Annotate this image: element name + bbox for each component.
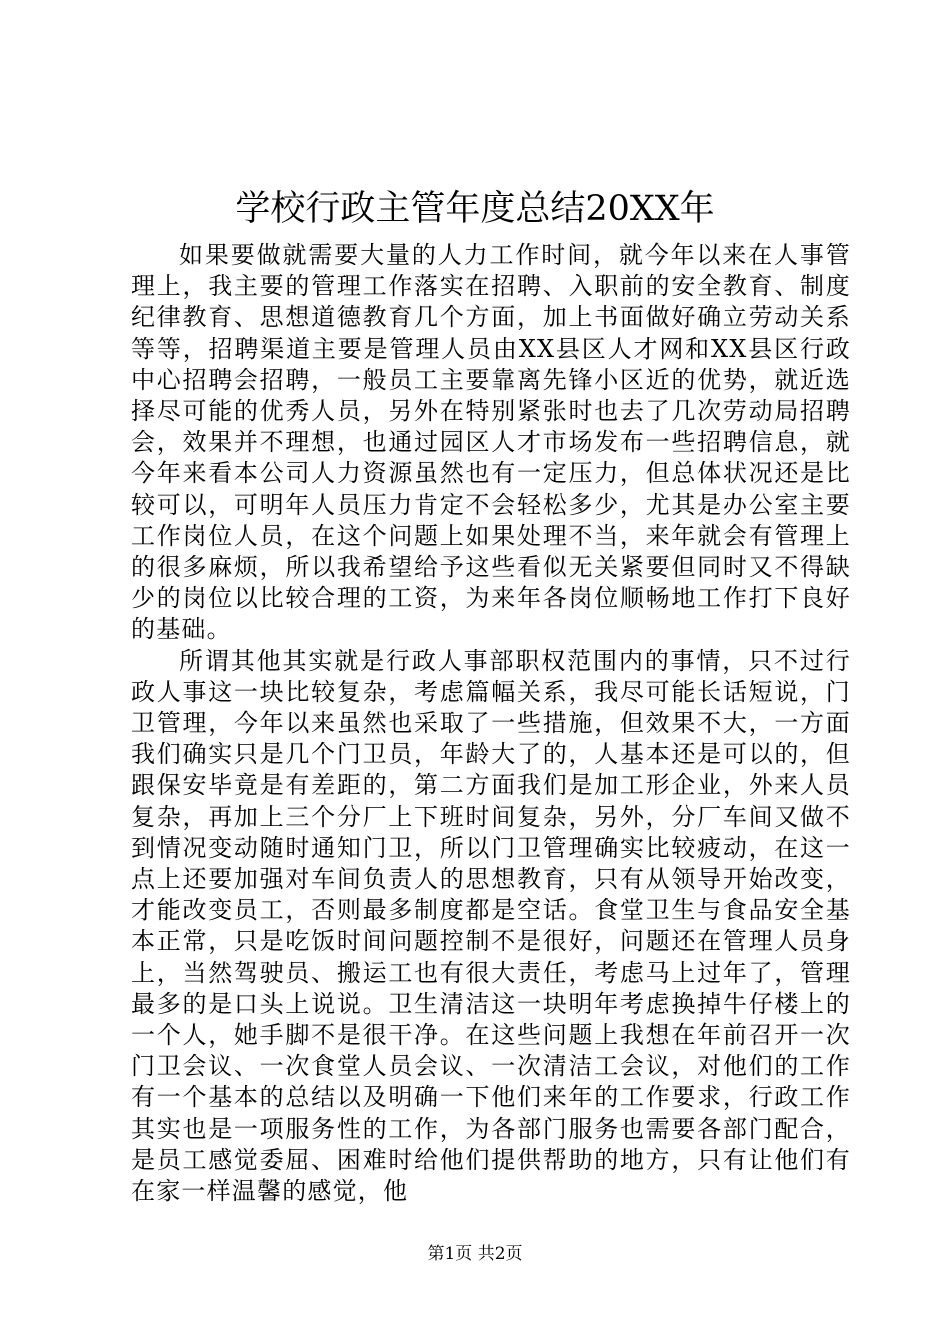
document-title: 学校行政主管年度总结20XX年 [235,189,715,229]
paragraph-other-matters: 所谓其他其实就是行政人事部职权范围内的事情，只不过行政人事这一块比较复杂，考虑篇幅关系，我尽可能长话短说，门卫管理，今年以来虽然也采取了一些措施，但效果不大，一方面我们确实只是几个门卫员，年龄大了的，人基本还是可以的，但跟保安毕竟是有差距的，第二方面我们是加工形企业，外来人员复杂，再加上三个分厂上下班时间复杂，另外，分厂车间又做不到情况变动随时通知门卫，所以门卫管理确实比较疲动，在这一点上还要加强对车间负责人的思想教育，只有从领导开始改变，才能改变员工，否则最多制度都是空话。食堂卫生与食品安全基本正常，只是吃饭时间问题控制不是很好，问题还在管理人员身上，当然驾驶员、搬运工也有很大责任，考虑马上过年了，管理最多的是口头上说说。卫生清洁这一块明年考虑换掉牛仔楼上的一个人，她手脚不是很干净。在这些问题上我想在年前召开一次门卫会议、一次食堂人员会议、一次清洁工会议，对他们的工作有一个基本的总结以及明确一下他们来年的工作要求，行政工作其实也是一项服务性的工作，为各部门服务也需要各部门配合，是员工感觉委屈、困难时给他们提供帮助的地方，只有让他们有在家一样温馨的感觉，他 [131,646,851,1206]
document-body [131,240,851,1207]
page-number-footer: 第1页 共2页 [427,1244,523,1264]
paragraph-recruitment: 如果要做就需要大量的人力工作时间，就今年以来在人事管理上，我主要的管理工作落实在招聘、入职前的安全教育、制度纪律教育、思想道德教育几个方面，加上书面做好确立劳动关系等等，招聘渠道主要是管理人员由XX县区人才网和XX县区行政中心招聘会招聘，一般员工主要靠离先锋小区近的优势，就近选择尽可能的优秀人员，另外在特别紧张时也去了几次劳动局招聘会，效果并不理想，也通过园区人才市场发布一些招聘信息，就今年来看本公司人力资源虽然也有一定压力，但总体状况还是比较可以，可明年人员压力肯定不会轻松多少，尤其是办公室主要工作岗位人员，在这个问题上如果处理不当，来年就会有管理上的很多麻烦，所以我希望给予这些看似无关紧要但同时又不得缺少的岗位以比较合理的工资，为来年各岗位顺畅地工作打下良好的基础。 [131,241,851,644]
